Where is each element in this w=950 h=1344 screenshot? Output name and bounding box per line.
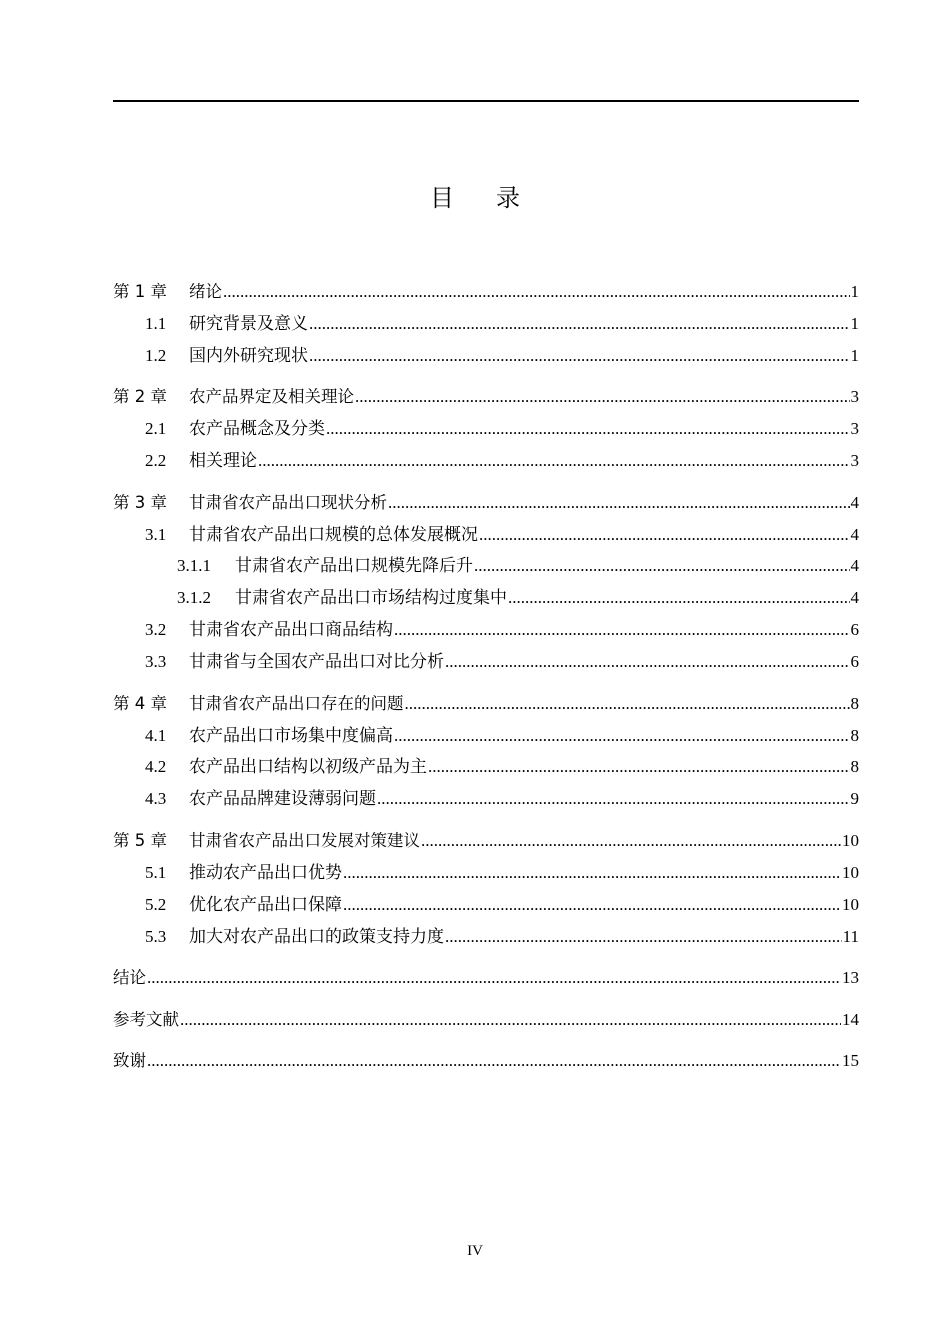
toc-dot-leader <box>445 925 842 949</box>
toc-entry-label: 致谢 <box>113 1051 146 1070</box>
toc-dot-leader <box>405 692 850 716</box>
toc-title <box>0 178 950 213</box>
toc-entry[interactable] <box>113 1049 859 1073</box>
toc-dot-leader <box>355 385 850 409</box>
toc-entry[interactable] <box>145 755 859 779</box>
toc-entry-page: 6 <box>850 620 859 639</box>
toc-dot-leader <box>309 312 850 336</box>
toc-entry[interactable] <box>177 554 859 578</box>
toc-dot-leader <box>326 417 850 441</box>
toc-entry[interactable] <box>145 650 859 674</box>
toc-entry[interactable] <box>113 280 859 304</box>
toc-entry-number: 第 1 章 <box>113 282 167 301</box>
toc-entry-page: 1 <box>850 346 859 365</box>
toc-entry[interactable] <box>145 344 859 368</box>
toc-entry-number: 第 3 章 <box>113 493 167 512</box>
toc-entry-label: 参考文献 <box>113 1010 179 1029</box>
toc-entry-label: 甘肃省农产品出口规模的总体发展概况 <box>189 525 478 544</box>
toc-entry-page: 4 <box>850 556 859 575</box>
toc-entry[interactable] <box>145 618 859 642</box>
toc-entry-number: 5.2 <box>145 895 167 914</box>
toc-entry-page: 4 <box>850 525 859 544</box>
toc-dot-leader <box>343 861 841 885</box>
toc-entry-page: 11 <box>842 927 859 946</box>
toc-entry[interactable] <box>113 385 859 409</box>
toc-entry-number: 1.2 <box>145 346 167 365</box>
toc-entry[interactable] <box>113 1008 859 1032</box>
toc-entry-label: 农产品出口结构以初级产品为主 <box>189 757 427 776</box>
toc-entry-page: 10 <box>842 895 859 914</box>
toc-entry-number: 5.1 <box>145 863 167 882</box>
toc-entry-number: 1.1 <box>145 314 167 333</box>
toc-entry-label: 甘肃省与全国农产品出口对比分析 <box>189 652 444 671</box>
toc-entry-page: 13 <box>842 968 859 987</box>
toc-entry[interactable] <box>113 966 859 990</box>
toc-dot-leader <box>421 829 841 853</box>
toc-entry[interactable] <box>145 925 859 949</box>
toc-entry-page: 3 <box>850 387 859 406</box>
toc-dot-leader <box>394 724 850 748</box>
toc-entry-number: 5.3 <box>145 927 167 946</box>
toc-dot-leader <box>394 618 850 642</box>
toc-entry-page: 4 <box>850 588 859 607</box>
toc-dot-leader <box>508 586 850 610</box>
toc-entry-label: 推动农产品出口优势 <box>189 863 342 882</box>
toc-entry[interactable] <box>145 523 859 547</box>
toc-dot-leader <box>445 650 850 674</box>
toc-entry-page: 6 <box>850 652 859 671</box>
toc-entry-number: 第 2 章 <box>113 387 167 406</box>
toc-entry-label: 甘肃省农产品出口规模先降后升 <box>235 556 473 575</box>
toc-entry-page: 10 <box>842 863 859 882</box>
toc-entry-page: 14 <box>842 1010 859 1029</box>
toc-entry-page: 1 <box>850 282 859 301</box>
toc-entry-page: 8 <box>850 757 859 776</box>
toc-entry[interactable] <box>113 692 859 716</box>
toc-entry-page: 3 <box>850 419 859 438</box>
toc-entry-number: 4.2 <box>145 757 167 776</box>
toc-entry-label: 农产品界定及相关理论 <box>189 387 354 406</box>
toc-entry[interactable] <box>113 829 859 853</box>
toc-entry-page: 10 <box>842 831 859 850</box>
toc-entry-label: 相关理论 <box>189 451 257 470</box>
toc-entry-page: 1 <box>850 314 859 333</box>
toc-entry-number: 3.1 <box>145 525 167 544</box>
toc-entry-label: 甘肃省农产品出口发展对策建议 <box>189 831 420 850</box>
toc-entry[interactable] <box>145 449 859 473</box>
toc-dot-leader <box>147 1049 841 1073</box>
toc-entry-label: 农产品概念及分类 <box>189 419 325 438</box>
toc-dot-leader <box>474 554 850 578</box>
toc-entry[interactable] <box>113 491 859 515</box>
toc-dot-leader <box>180 1008 841 1032</box>
toc-entry-label: 甘肃省农产品出口现状分析 <box>189 493 387 512</box>
toc-entry-page: 8 <box>850 726 859 745</box>
toc-entry[interactable] <box>177 586 859 610</box>
toc-entry-label: 农产品出口市场集中度偏高 <box>189 726 393 745</box>
toc-entry-label: 农产品品牌建设薄弱问题 <box>189 789 376 808</box>
toc-entry-number: 4.3 <box>145 789 167 808</box>
toc-entry[interactable] <box>145 417 859 441</box>
toc-entry-label: 研究背景及意义 <box>189 314 308 333</box>
toc-dot-leader <box>147 966 841 990</box>
toc-dot-leader <box>388 491 850 515</box>
toc-entry-number: 3.1.2 <box>177 588 211 607</box>
toc-dot-leader <box>258 449 850 473</box>
toc-entry-label: 甘肃省农产品出口市场结构过度集中 <box>235 588 507 607</box>
toc-entry-page: 4 <box>850 493 859 512</box>
toc-entry-label: 优化农产品出口保障 <box>189 895 342 914</box>
toc-entry-number: 2.1 <box>145 419 167 438</box>
toc-entry[interactable] <box>145 724 859 748</box>
toc-dot-leader <box>343 893 841 917</box>
toc-entry-number: 第 4 章 <box>113 694 167 713</box>
toc-entry-number: 3.2 <box>145 620 167 639</box>
toc-dot-leader <box>428 755 850 779</box>
toc-entry-number: 4.1 <box>145 726 167 745</box>
toc-dot-leader <box>223 280 850 304</box>
toc-entry[interactable] <box>145 787 859 811</box>
toc-entry-number: 第 5 章 <box>113 831 167 850</box>
toc-title-char-2: 录 <box>496 186 520 212</box>
toc-entry-page: 3 <box>850 451 859 470</box>
toc-dot-leader <box>309 344 850 368</box>
toc-dot-leader <box>479 523 850 547</box>
toc-entry-page: 15 <box>842 1051 859 1070</box>
toc-entry-number: 2.2 <box>145 451 167 470</box>
toc-entry[interactable] <box>145 861 859 885</box>
toc-entry-label: 结论 <box>113 968 146 987</box>
toc-entry-label: 绪论 <box>189 282 222 301</box>
toc-entry-number: 3.1.1 <box>177 556 211 575</box>
toc-entry-label: 甘肃省农产品出口存在的问题 <box>189 694 404 713</box>
toc-entry-page: 9 <box>850 789 859 808</box>
toc-entry-page: 8 <box>850 694 859 713</box>
toc-dot-leader <box>377 787 850 811</box>
toc-entry-label: 加大对农产品出口的政策支持力度 <box>189 927 444 946</box>
toc-entry-label: 国内外研究现状 <box>189 346 308 365</box>
toc-entry[interactable] <box>145 893 859 917</box>
header-rule <box>113 100 859 102</box>
toc-title-char-1: 目 <box>430 186 454 212</box>
toc-entry[interactable] <box>145 312 859 336</box>
toc-entry-label: 甘肃省农产品出口商品结构 <box>189 620 393 639</box>
toc-entry-number: 3.3 <box>145 652 167 671</box>
page-number: IV <box>467 1243 483 1259</box>
